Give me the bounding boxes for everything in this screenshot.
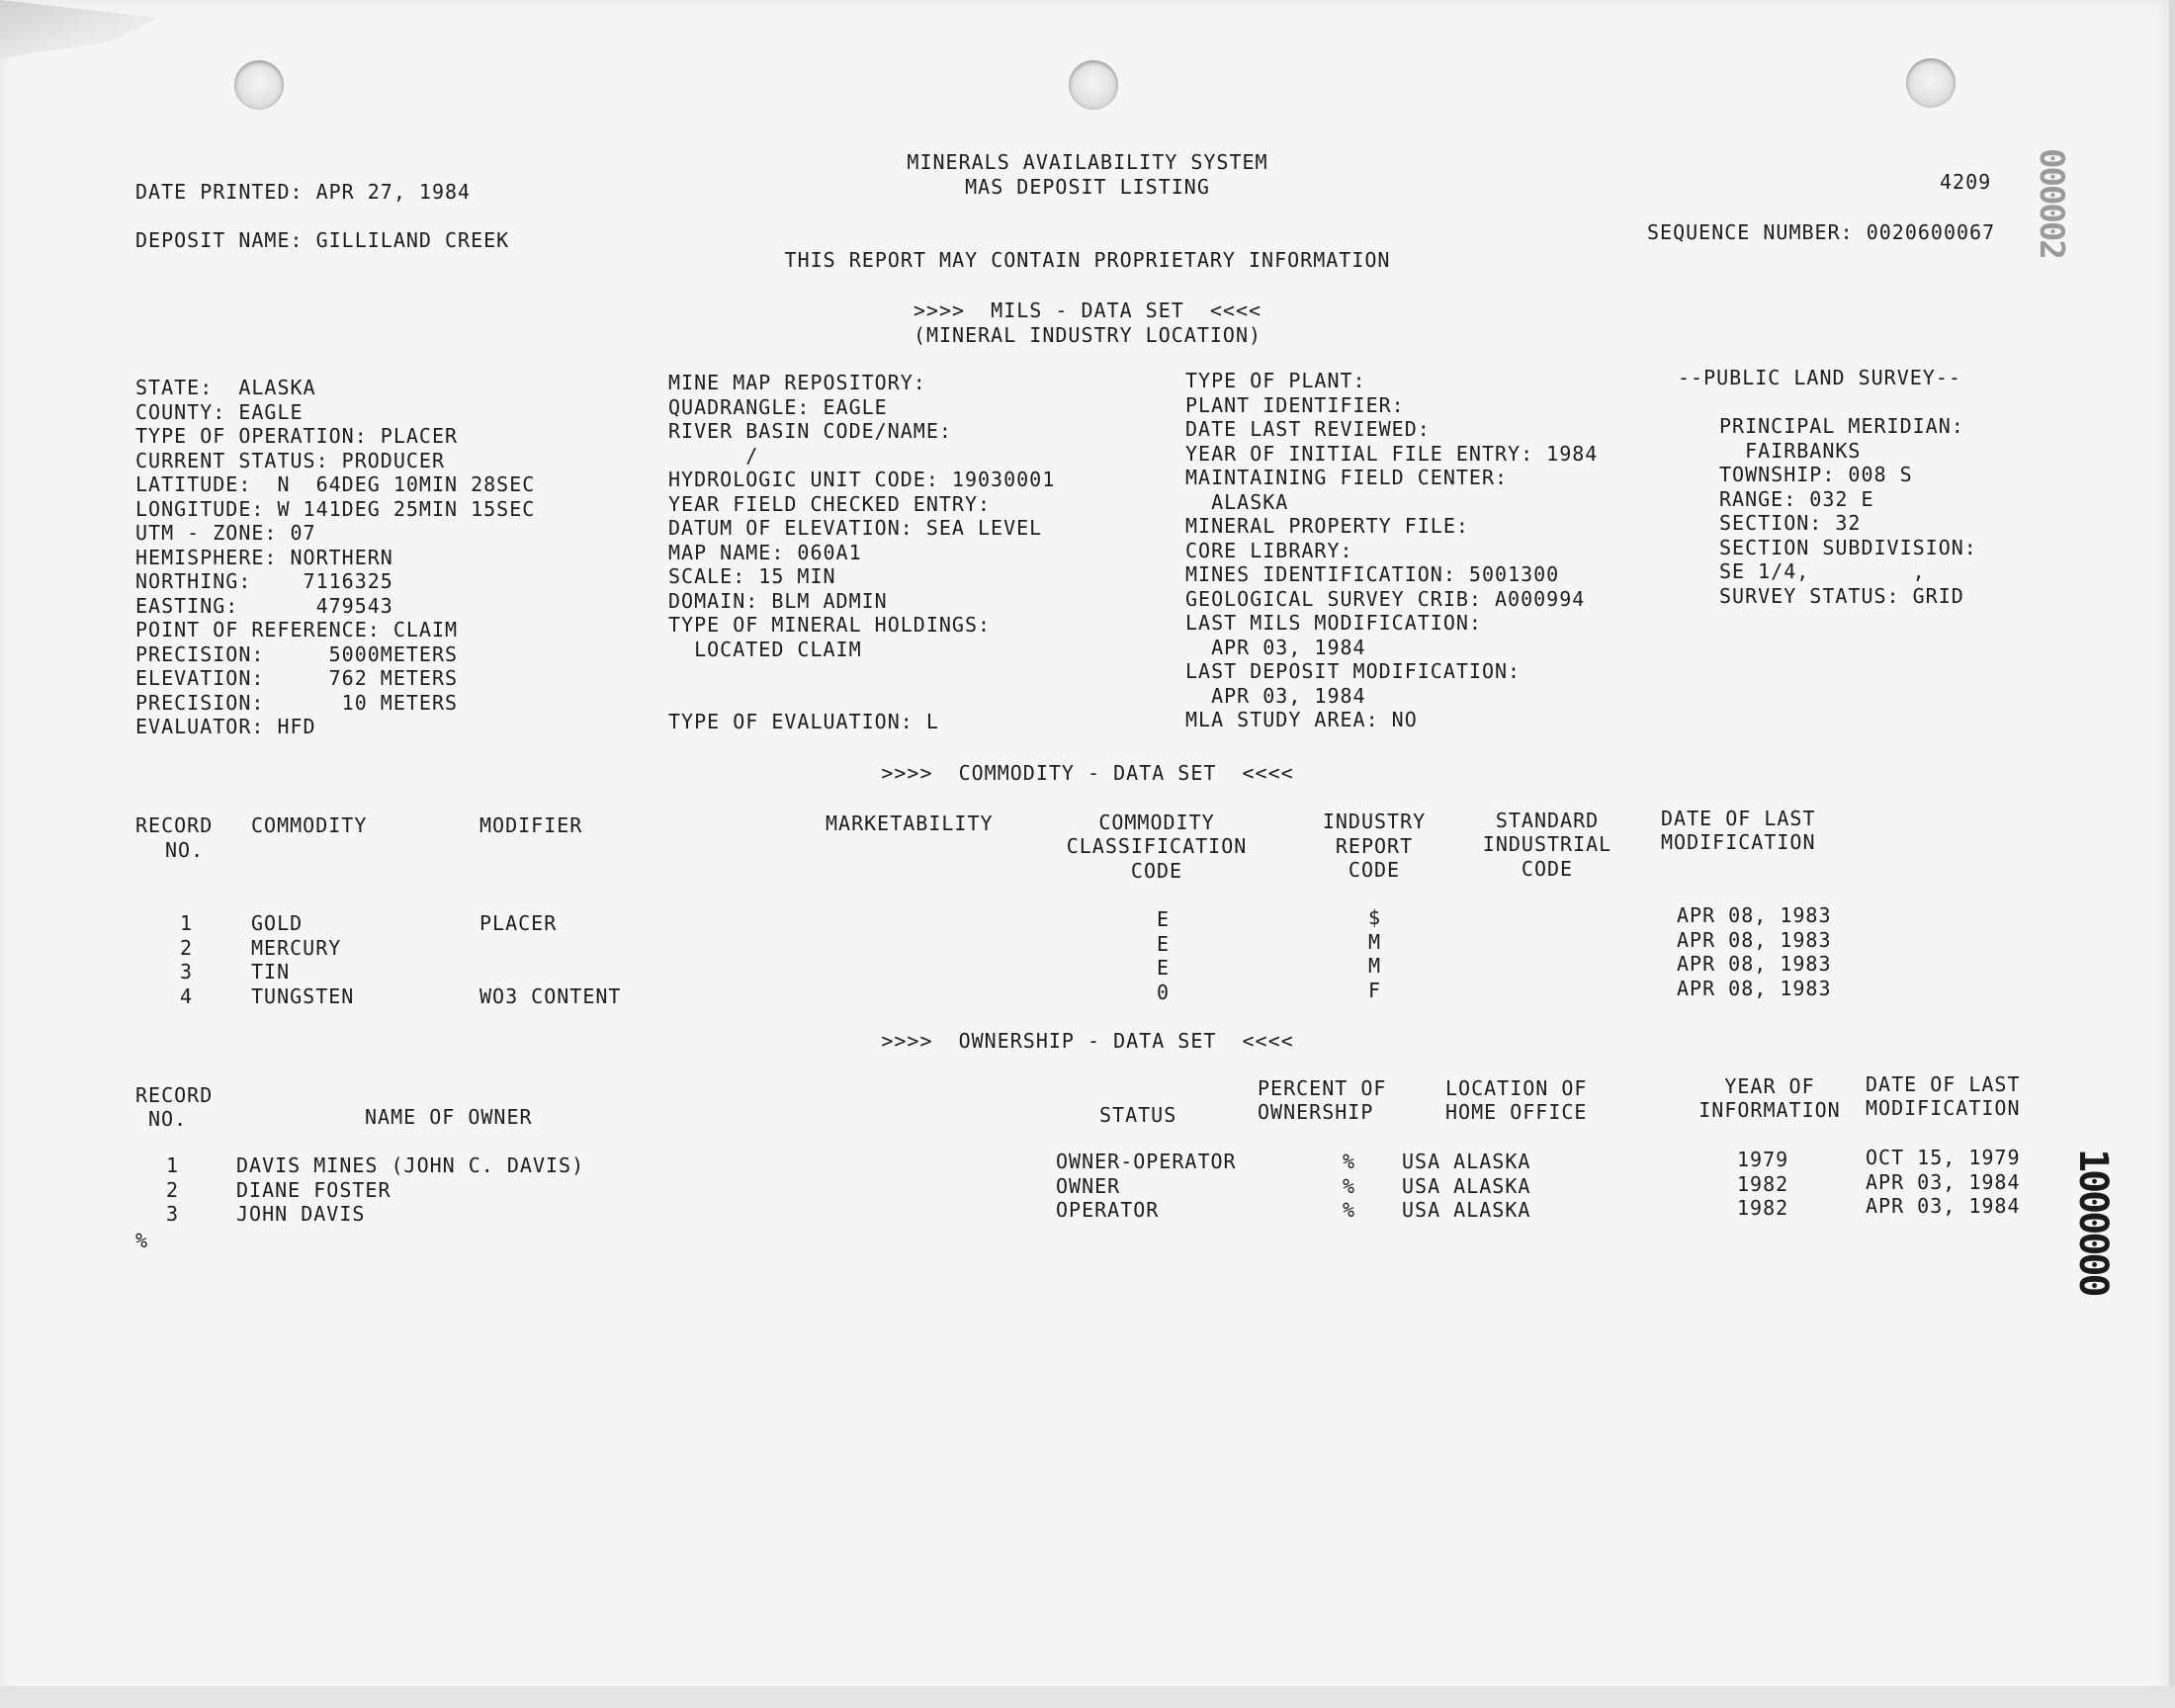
commodity-header-sic: INDUSTRIAL — [1482, 832, 1612, 856]
field-point-of-reference: POINT OF REFERENCE: CLAIM — [135, 618, 459, 641]
ownership-header-date: MODIFICATION — [1866, 1096, 2021, 1120]
field-core-library: CORE LIBRARY: — [1185, 538, 1353, 562]
field-mineral-property-file: MINERAL PROPERTY FILE: — [1185, 514, 1469, 538]
punch-hole — [1069, 60, 1118, 110]
ownership-header-record-no: NO. — [148, 1107, 188, 1131]
field-type-of-operation: TYPE OF OPERATION: PLACER — [135, 424, 459, 448]
field-plant-identifier: PLANT IDENTIFIER: — [1185, 392, 1405, 417]
field-mla-study-area: MLA STUDY AREA: NO — [1185, 708, 1418, 731]
table-cell: DIANE FOSTER — [236, 1177, 392, 1202]
punch-hole — [1906, 58, 1956, 108]
field-type-of-evaluation: TYPE OF EVALUATION: L — [668, 710, 939, 733]
table-cell: APR 08, 1983 — [1677, 903, 1832, 927]
spacer-row — [668, 661, 1055, 686]
commodity-col-commodity — [251, 911, 354, 1008]
field-state: STATE: ALASKA — [135, 376, 316, 399]
commodity-col-ccc — [1157, 907, 1170, 1004]
field-range: RANGE: 032 E — [1719, 486, 1874, 511]
spacer-row — [668, 686, 1055, 711]
field-section: SECTION: 32 — [1719, 511, 1862, 535]
field-last-deposit-modification: LAST DEPOSIT MODIFICATION: — [1185, 659, 1522, 683]
system-title: MINERALS AVAILABILITY SYSTEM — [907, 150, 1268, 174]
table-cell: % — [1343, 1198, 1356, 1222]
field-type-of-plant: TYPE OF PLANT: — [1185, 369, 1366, 392]
table-cell: 1982 — [1737, 1196, 1789, 1220]
commodity-col-modifier — [479, 911, 621, 1008]
commodity-header-ccc: COMMODITY — [1098, 811, 1215, 834]
field-last-deposit-modification-value: APR 03, 1984 — [1185, 683, 1366, 708]
table-cell: E — [1157, 931, 1171, 956]
sequence-number: SEQUENCE NUMBER: 0020600067 — [1647, 220, 1996, 244]
table-cell: M — [1368, 954, 1382, 978]
table-cell: 4 — [180, 983, 194, 1008]
table-cell: APR 03, 1984 — [1866, 1194, 2021, 1218]
public-land-survey-heading: --PUBLIC LAND SURVEY-- — [1678, 366, 1961, 389]
commodity-header-irc: REPORT — [1335, 834, 1414, 858]
listing-title: MAS DEPOSIT LISTING — [965, 175, 1210, 199]
field-scale: SCALE: 15 MIN — [668, 564, 836, 588]
table-cell: APR 08, 1983 — [1677, 927, 1832, 952]
field-current-status: CURRENT STATUS: PRODUCER — [135, 448, 445, 472]
public-land-survey — [1678, 366, 1977, 608]
commodity-header-marketability: MARKETABILITY — [826, 811, 994, 835]
field-township: TOWNSHIP: 008 S — [1719, 463, 1913, 486]
table-cell: MERCURY — [251, 935, 342, 960]
date-printed: DATE PRINTED: APR 27, 1984 — [135, 180, 472, 204]
table-cell: PLACER — [479, 911, 558, 935]
table-cell: 3 — [180, 960, 194, 983]
ownership-col-year — [1737, 1148, 1788, 1221]
table-cell — [479, 936, 621, 961]
commodity-col-irc — [1368, 905, 1381, 1002]
field-evaluator: EVALUATOR: HFD — [135, 715, 316, 738]
commodity-header-irc: INDUSTRY — [1322, 810, 1427, 833]
commodity-header-sic: STANDARD — [1495, 809, 1600, 832]
paper-curl — [0, 0, 158, 59]
field-hemisphere: HEMISPHERE: NORTHERN — [135, 545, 393, 569]
table-cell: % — [1343, 1173, 1356, 1198]
page-stamp-bottom: 1000000 — [2070, 1149, 2116, 1295]
table-cell: 1979 — [1737, 1148, 1789, 1171]
paper-edge-bottom — [0, 1686, 2175, 1708]
table-cell: E — [1157, 956, 1171, 980]
ownership-header-location: HOME OFFICE — [1445, 1100, 1588, 1124]
table-cell: OWNER-OPERATOR — [1056, 1150, 1237, 1173]
field-river-basin-value: / — [668, 443, 759, 468]
field-year-field-checked: YEAR FIELD CHECKED ENTRY: — [668, 491, 992, 516]
commodity-heading: >>>> COMMODITY - DATA SET <<<< — [881, 761, 1294, 785]
field-river-basin: RIVER BASIN CODE/NAME: — [668, 419, 952, 443]
ownership-heading: >>>> OWNERSHIP - DATA SET <<<< — [881, 1029, 1294, 1053]
commodity-header-date: MODIFICATION — [1661, 830, 1816, 854]
field-northing: NORTHING: 7116325 — [135, 569, 393, 593]
proprietary-notice: THIS REPORT MAY CONTAIN PROPRIETARY INFORMATION — [784, 248, 1391, 272]
commodity-header-commodity: COMMODITY — [251, 813, 368, 837]
ownership-col-no — [166, 1153, 179, 1227]
commodity-col-date — [1677, 903, 1832, 1000]
field-survey-status: SURVEY STATUS: GRID — [1719, 583, 1964, 608]
spacer-row — [1678, 390, 1977, 415]
field-maintaining-field-center: MAINTAINING FIELD CENTER: — [1185, 466, 1509, 489]
table-cell: 3 — [166, 1202, 180, 1226]
table-cell: TUNGSTEN — [251, 983, 355, 1008]
deposit-name: DEPOSIT NAME: GILLILAND CREEK — [135, 228, 510, 252]
commodity-header-ccc: CODE — [1130, 859, 1183, 883]
ownership-col-name — [236, 1153, 584, 1227]
ownership-col-percent — [1343, 1150, 1355, 1223]
field-mine-map-repository: MINE MAP REPOSITORY: — [668, 371, 926, 394]
punch-hole — [234, 60, 284, 110]
ownership-col-status — [1056, 1150, 1237, 1223]
table-cell: OPERATOR — [1056, 1198, 1160, 1222]
table-cell: 2 — [166, 1177, 180, 1202]
table-cell: WO3 CONTENT — [479, 983, 622, 1008]
field-latitude: LATITUDE: N 64DEG 10MIN 28SEC — [135, 472, 536, 496]
ownership-header-percent: OWNERSHIP — [1258, 1100, 1374, 1124]
mils-column-admin — [1185, 369, 1598, 732]
table-cell: $ — [1368, 905, 1382, 929]
table-cell: 2 — [180, 935, 194, 960]
table-cell: OCT 15, 1979 — [1866, 1146, 2021, 1169]
ownership-col-location — [1402, 1150, 1530, 1223]
field-last-mils-modification-value: APR 03, 1984 — [1185, 635, 1366, 659]
commodity-header-modifier: MODIFIER — [479, 813, 583, 837]
field-principal-meridian-value: FAIRBANKS — [1719, 438, 1862, 463]
field-section-subdivision: SECTION SUBDIVISION: — [1719, 535, 1977, 559]
ownership-header-record: RECORD — [135, 1083, 214, 1107]
table-cell — [479, 960, 621, 984]
table-cell: USA ALASKA — [1402, 1198, 1531, 1222]
ownership-header-percent: PERCENT OF — [1258, 1076, 1387, 1100]
field-utm-zone: UTM - ZONE: 07 — [135, 521, 316, 545]
commodity-header-date: DATE OF LAST — [1661, 807, 1816, 830]
commodity-header-ccc: CLASSIFICATION — [1066, 834, 1248, 858]
table-cell: APR 08, 1983 — [1677, 952, 1832, 976]
ownership-header-year: INFORMATION — [1698, 1098, 1841, 1122]
field-hydrologic-unit-code: HYDROLOGIC UNIT CODE: 19030001 — [668, 468, 1056, 491]
table-cell: DAVIS MINES (JOHN C. DAVIS) — [236, 1153, 585, 1177]
field-domain: DOMAIN: BLM ADMIN — [668, 588, 888, 613]
mils-column-location — [135, 376, 535, 739]
page-code: 4209 — [1940, 170, 1992, 194]
field-elevation: ELEVATION: 762 METERS — [135, 666, 459, 690]
field-longitude: LONGITUDE: W 141DEG 25MIN 15SEC — [135, 496, 536, 521]
table-cell: M — [1368, 929, 1382, 954]
ownership-header-name: NAME OF OWNER — [365, 1105, 533, 1129]
ownership-header-year: YEAR OF — [1724, 1074, 1815, 1098]
table-cell: APR 08, 1983 — [1677, 976, 1832, 1000]
table-cell: 1982 — [1737, 1171, 1789, 1196]
field-quadrangle: QUADRANGLE: EAGLE — [668, 394, 888, 419]
field-date-last-reviewed: DATE LAST REVIEWED: — [1185, 417, 1431, 441]
table-cell: E — [1157, 907, 1171, 931]
commodity-header-sic: CODE — [1521, 857, 1574, 881]
table-cell: 1 — [180, 911, 194, 935]
field-county: COUNTY: EAGLE — [135, 399, 304, 424]
field-precision: PRECISION: 5000METERS — [135, 641, 459, 666]
field-mines-identification: MINES IDENTIFICATION: 5001300 — [1185, 562, 1560, 586]
field-elevation-precision: PRECISION: 10 METERS — [135, 690, 459, 715]
mils-subheading: (MINERAL INDUSTRY LOCATION) — [913, 323, 1262, 347]
page-stamp-top: 000002 — [2032, 148, 2071, 258]
table-cell: APR 03, 1984 — [1866, 1169, 2021, 1194]
field-easting: EASTING: 479543 — [135, 593, 393, 618]
commodity-header-record: RECORD — [135, 813, 214, 837]
ownership-col-date — [1866, 1146, 2021, 1219]
field-geological-survey-crib: GEOLOGICAL SURVEY CRIB: A000994 — [1185, 586, 1586, 611]
commodity-header-record-no: NO. — [165, 838, 205, 862]
field-last-mils-modification: LAST MILS MODIFICATION: — [1185, 611, 1482, 635]
table-cell: 1 — [166, 1153, 180, 1177]
field-principal-meridian: PRINCIPAL MERIDIAN: — [1719, 414, 1964, 438]
field-datum-of-elevation: DATUM OF ELEVATION: SEA LEVEL — [668, 516, 1043, 540]
table-cell: TIN — [251, 960, 291, 983]
end-marker: % — [135, 1229, 149, 1252]
mils-column-maps — [668, 371, 1055, 734]
table-cell: GOLD — [251, 911, 304, 935]
field-mineral-holdings: TYPE OF MINERAL HOLDINGS: — [668, 613, 992, 637]
ownership-header-location: LOCATION OF — [1445, 1076, 1588, 1100]
ownership-header-date: DATE OF LAST — [1866, 1072, 2021, 1096]
field-year-initial-entry: YEAR OF INITIAL FILE ENTRY: 1984 — [1185, 441, 1599, 466]
table-cell: F — [1368, 978, 1382, 1002]
field-map-name: MAP NAME: 060A1 — [668, 540, 862, 564]
commodity-col-no — [180, 911, 193, 1008]
commodity-header-irc: CODE — [1348, 858, 1401, 882]
mils-heading: >>>> MILS - DATA SET <<<< — [913, 299, 1262, 322]
field-section-subdivision-value: SE 1/4, , — [1719, 559, 1926, 583]
table-cell: USA ALASKA — [1402, 1150, 1531, 1173]
table-cell: USA ALASKA — [1402, 1173, 1531, 1198]
table-cell: OWNER — [1056, 1173, 1121, 1198]
table-cell: JOHN DAVIS — [236, 1202, 366, 1226]
table-cell: % — [1343, 1150, 1356, 1173]
paper-edge — [2169, 0, 2175, 1708]
ownership-header-status: STATUS — [1099, 1103, 1177, 1127]
table-cell: 0 — [1157, 980, 1171, 1004]
field-mineral-holdings-value: LOCATED CLAIM — [668, 637, 862, 661]
field-field-center-value: ALASKA — [1185, 489, 1289, 514]
